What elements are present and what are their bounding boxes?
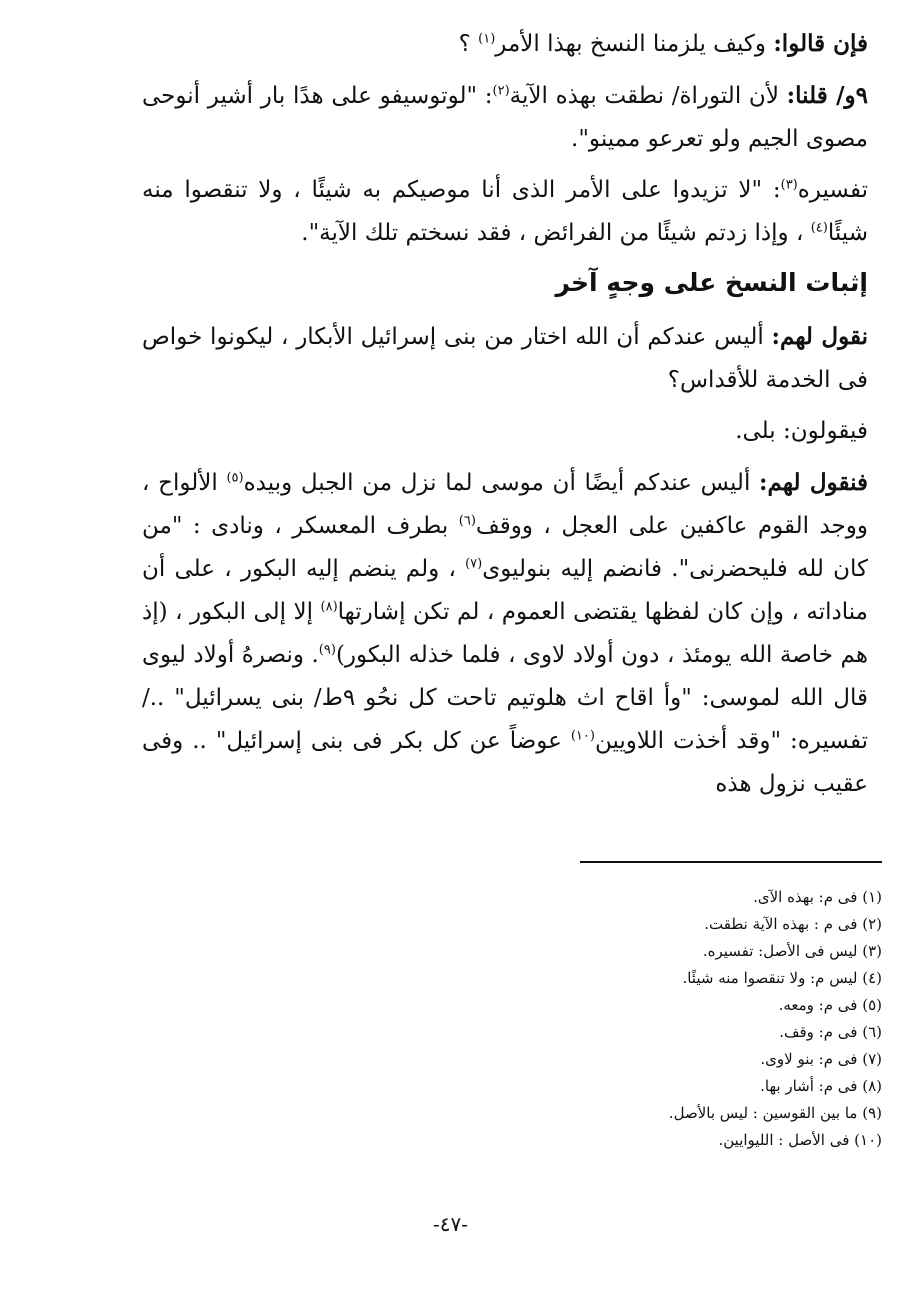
footnote-marker: (١) bbox=[478, 31, 496, 47]
text-segment: ، وإذا زدتم شيئًا من الفرائض ، فقد نسختم تلك الآية". bbox=[301, 220, 811, 246]
text-segment: ؟ bbox=[458, 31, 479, 57]
text-segment: وكيف يلزمنا النسخ بهذا الأمر bbox=[495, 31, 774, 57]
paragraph bbox=[142, 315, 868, 402]
footnote: (٦) فى م: وقف. bbox=[779, 1023, 882, 1041]
paragraph-lead: فإن قالوا: bbox=[773, 30, 868, 57]
text-segment: الألواح ، ووجد القوم عاكفين على العجل ، ووقف bbox=[142, 470, 868, 539]
text-segment: فيقولون: بلى. bbox=[735, 418, 868, 444]
paragraph bbox=[142, 461, 868, 806]
footnote: (٨) فى م: أشار بها. bbox=[760, 1077, 882, 1095]
footnote-marker: (٦) bbox=[458, 513, 476, 529]
page-number: -٤٧- bbox=[432, 1212, 468, 1236]
footnote-marker: (٣) bbox=[780, 177, 798, 193]
footnote: (٩) ما بين القوسين : ليس بالأصل. bbox=[668, 1104, 882, 1122]
text-segment: عوضاً عن كل بكر فى بنى إسرائيل" .. وفى عقيب نزول هذه bbox=[142, 728, 868, 797]
text-segment: لأن التوراة/ نطقت بهذه الآية bbox=[509, 83, 787, 109]
footnotes bbox=[142, 884, 882, 1154]
footnote-marker: (١٠) bbox=[570, 728, 595, 744]
footnote-separator bbox=[580, 861, 882, 863]
paragraph-lead: فنقول لهم: bbox=[759, 469, 869, 496]
footnote-marker: (٨) bbox=[320, 599, 338, 615]
footnote-marker: (٥) bbox=[226, 470, 244, 486]
text-segment: . ونصرهُ أولاد ليوى قال الله لموسى: "وأ اقاح اث هلوتيم تاحت كل نحُو ٩ط/ بنى يسرائيل" ../ تفسيره: "وقد أخذت اللاويين bbox=[142, 642, 868, 754]
footnote-marker: (٤) bbox=[810, 220, 828, 236]
footnote: (٣) ليس فى الأصل: تفسيره. bbox=[702, 942, 882, 960]
paragraph-group-2 bbox=[142, 315, 868, 806]
footnote: (١٠) فى الأصل : الليوايين. bbox=[718, 1131, 882, 1149]
text-segment: أليس عندكم أيضًا أن موسى لما نزل من الجبل وبيده bbox=[243, 470, 760, 496]
paragraph bbox=[142, 74, 868, 161]
footnote: (٤) ليس م: ولا تنقصوا منه شيئًا. bbox=[682, 969, 882, 987]
paragraph-lead: ٩و/ قلنا: bbox=[786, 82, 868, 109]
footnote: (١) فى م: بهذه الآى. bbox=[753, 888, 882, 906]
text-segment: ، ولم ينضم إليه البكور ، على أن مناداته ، وإن كان لفظها يقتضى العموم ، لم تكن إشارتها bbox=[142, 556, 868, 625]
paragraph bbox=[142, 410, 868, 453]
text-segment: : "لا تزيدوا على الأمر الذى أنا موصيكم به شيئًا ، ولا تنقصوا منه شيئًا bbox=[142, 177, 868, 246]
footnote: (٧) فى م: بنو لاوى. bbox=[760, 1050, 882, 1068]
footnote: (٢) فى م : بهذه الآية نطقت. bbox=[704, 915, 882, 933]
text-segment: تفسيره bbox=[797, 177, 868, 203]
footnote-marker: (٧) bbox=[465, 556, 483, 572]
footnote-marker: (٩) bbox=[318, 642, 336, 658]
section-heading: إثبات النسخ على وجهٍ آخر bbox=[555, 268, 868, 297]
main-text bbox=[142, 22, 868, 814]
footnote: (٥) فى م: ومعه. bbox=[778, 996, 882, 1014]
paragraph-group-1 bbox=[142, 22, 868, 255]
paragraph bbox=[142, 169, 868, 255]
text-segment: أليس عندكم أن الله اختار من بنى إسرائيل الأبكار ، ليكونوا خواص فى الخدمة للأقداس؟ bbox=[142, 324, 868, 393]
text-segment: : "لوتوسيفو على هدًا بار أشير أنوحى مصوى الجيم ولو تعرعو ممينو". bbox=[142, 83, 868, 152]
paragraph bbox=[142, 22, 868, 66]
footnote-marker: (٢) bbox=[492, 83, 510, 99]
text-segment: إلا إلى البكور ، (إذ هم خاصة الله يومئذ ، دون أولاد لاوى ، فلما خذله البكور) bbox=[142, 599, 868, 668]
text-segment: بطرف المعسكر ، ونادى : "من كان لله فليحضرنى". فانضم إليه بنوليوى bbox=[142, 513, 868, 582]
paragraph-lead: نقول لهم: bbox=[771, 323, 869, 350]
